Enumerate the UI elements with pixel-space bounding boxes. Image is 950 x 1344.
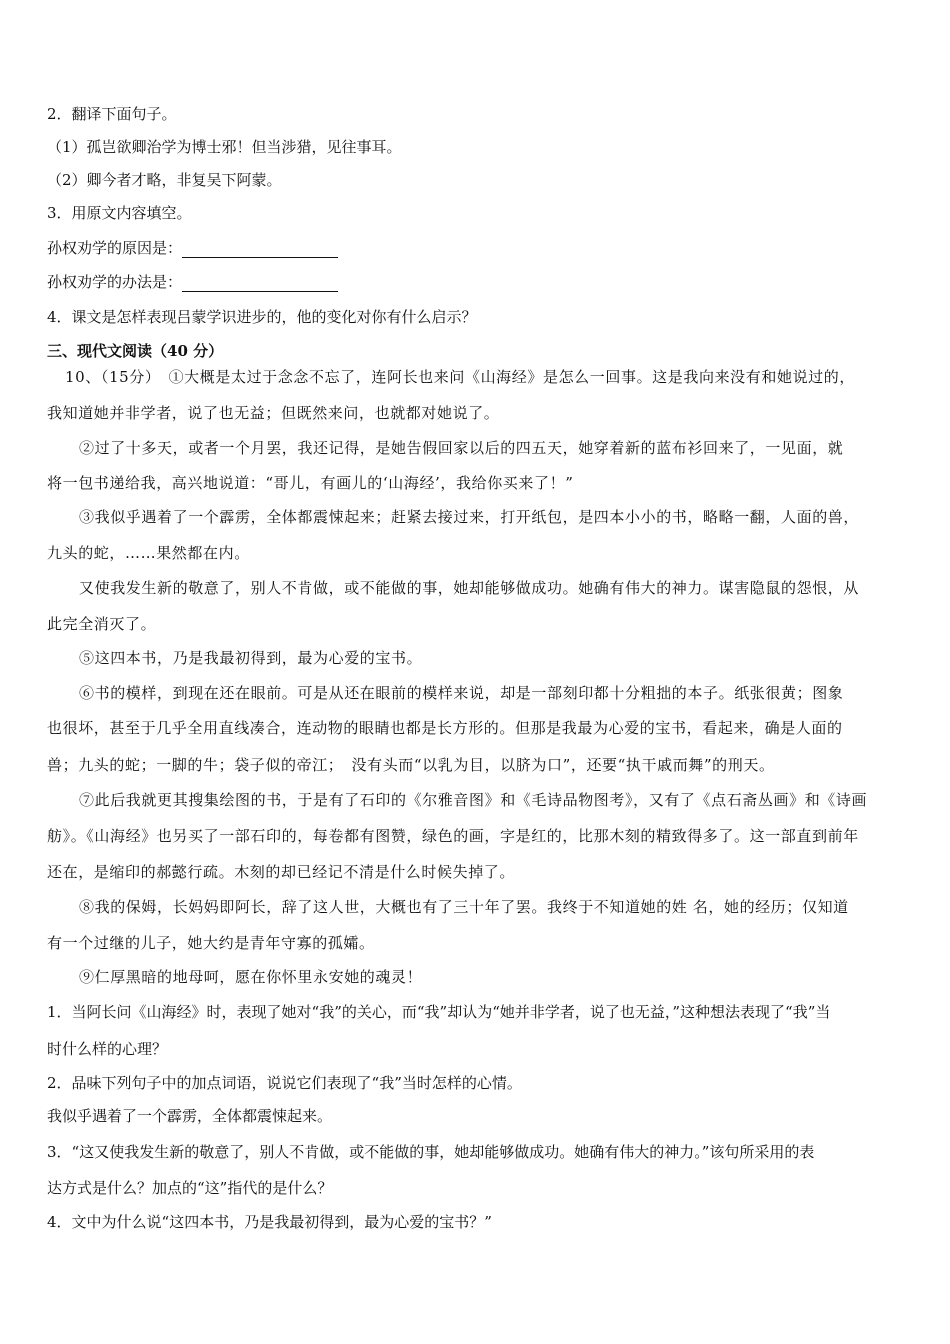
passage-paragraph-7-line-2: 舫》。《山海经》也另买了一部石印的，每卷都有图赞，绿色的画，字是红的，比那木刻的精致得多了。这一部直到前年 bbox=[47, 827, 859, 845]
question-4-title: 4．课文是怎样表现吕蒙学识进步的，他的变化对你有什么启示？ bbox=[47, 308, 477, 326]
passage-paragraph-7-line-3: 还在，是缩印的郝懿行疏。木刻的却已经记不清是什么时候失掉了。 bbox=[47, 863, 516, 881]
question-2-item-1: （1）孤岂欲卿治学为博士邪！但当涉猎，见往事耳。 bbox=[47, 138, 402, 156]
question-2-item-2: （2）卿今者才略，非复吴下阿蒙。 bbox=[47, 171, 282, 189]
answer-blank-reason[interactable] bbox=[182, 241, 338, 258]
passage-paragraph-4-line-2: 此完全消灭了。 bbox=[47, 615, 157, 633]
passage-paragraph-1-line-1: 10、（15分） ①大概是太过于念念不忘了，连阿长也来问《山海经》是怎么一回事。这是我向来没有和她说过的， bbox=[65, 368, 855, 386]
passage-paragraph-6-line-3: 兽；九头的蛇；一脚的牛；袋子似的帝江； 没有头而“以乳为目，以脐为口”，还要“执干戚而舞”的刑天。 bbox=[47, 756, 775, 774]
answer-blank-method[interactable] bbox=[182, 275, 338, 292]
reading-question-1-line-1: 1．当阿长问《山海经》时，表现了她对“我”的关心，而“我”却认为“她并非学者，说了也无益，”这种想法表现了“我”当 bbox=[47, 1003, 831, 1021]
question-3-title: 3．用原文内容填空。 bbox=[47, 204, 192, 222]
passage-paragraph-2-line-1: ②过了十多天，或者一个月罢，我还记得，是她告假回家以后的四五天，她穿着新的蓝布衫回来了，一见面，就 bbox=[79, 439, 844, 457]
reading-question-2-sentence: 我似乎遇着了一个霹雳，全体都震悚起来。 bbox=[47, 1107, 333, 1125]
passage-paragraph-5: ⑤这四本书，乃是我最初得到，最为心爱的宝书。 bbox=[79, 649, 423, 667]
passage-paragraph-4-line-1: 又使我发生新的敬意了，别人不肯做，或不能做的事，她却能够做成功。她确有伟大的神力。谋害隐鼠的怨恨，从 bbox=[79, 579, 860, 597]
question-3-method-line bbox=[47, 272, 908, 292]
reading-question-4: 4．文中为什么说“这四本书，乃是我最初得到，最为心爱的宝书？” bbox=[47, 1213, 492, 1231]
reading-question-1-line-2: 时什么样的心理？ bbox=[47, 1040, 168, 1058]
passage-paragraph-8-line-2: 有一个过继的儿子，她大约是青年守寡的孤孀。 bbox=[47, 934, 375, 952]
passage-paragraph-8-line-1: ⑧我的保姆，长妈妈即阿长，辞了这人世，大概也有了三十年了罢。我终于不知道她的姓 名，她的经历；仅知道 bbox=[79, 898, 849, 916]
passage-paragraph-7-line-1: ⑦此后我就更其搜集绘图的书，于是有了石印的《尔雅音图》和《毛诗品物图考》，又有了《点石斋丛画》和《诗画 bbox=[79, 791, 868, 809]
passage-paragraph-3-line-2: 九头的蛇，……果然都在内。 bbox=[47, 544, 250, 562]
passage-paragraph-6-line-2: 也很坏，甚至于几乎全用直线凑合，连动物的眼睛也都是长方形的。但那是我最为心爱的宝书，看起来，确是人面的 bbox=[47, 719, 843, 737]
question-3-method-label: 孙权劝学的办法是： bbox=[47, 273, 183, 291]
passage-paragraph-9: ⑨仁厚黑暗的地母呵，愿在你怀里永安她的魂灵！ bbox=[79, 968, 423, 986]
section-3-heading: 三、现代文阅读（40 分） bbox=[47, 342, 224, 360]
question-3-reason-label: 孙权劝学的原因是： bbox=[47, 239, 183, 257]
question-3-reason-line bbox=[47, 238, 908, 258]
reading-question-2: 2．品味下列句子中的加点词语，说说它们表现了“我”当时怎样的心情。 bbox=[47, 1074, 522, 1092]
reading-question-3-line-1: 3．“这又使我发生新的敬意了，别人不肯做，或不能做的事，她却能够做成功。她确有伟大的神力。”该句所采用的表 bbox=[47, 1143, 815, 1161]
reading-question-3-line-2: 达方式是什么？加点的“这”指代的是什么？ bbox=[47, 1179, 333, 1197]
passage-paragraph-3-line-1: ③我似乎遇着了一个霹雳，全体都震悚起来；赶紧去接过来，打开纸包，是四本小小的书，略略一翻，人面的兽， bbox=[79, 508, 860, 526]
question-2-title: 2．翻译下面句子。 bbox=[47, 105, 177, 123]
passage-paragraph-2-line-2: 将一包书递给我，高兴地说道：“哥儿，有画儿的‘山海经’，我给你买来了！” bbox=[47, 474, 574, 492]
passage-paragraph-1-line-2: 我知道她并非学者，说了也无益；但既然来问，也就都对她说了。 bbox=[47, 404, 500, 422]
passage-paragraph-6-line-1: ⑥书的模样，到现在还在眼前。可是从还在眼前的模样来说，却是一部刻印都十分粗拙的本子。纸张很黄；图象 bbox=[79, 684, 844, 702]
